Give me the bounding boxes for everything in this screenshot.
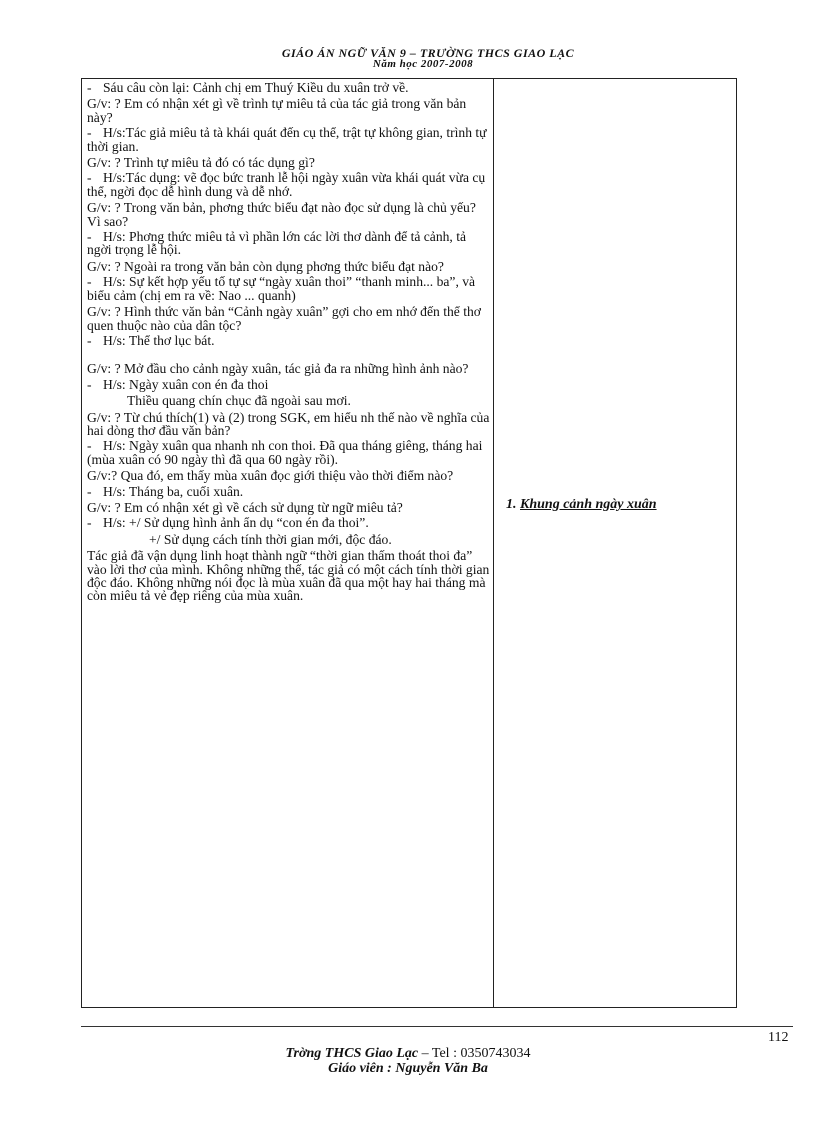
student-answer — [87, 439, 490, 466]
lesson-table — [81, 78, 737, 1008]
paragraph-text: Thiều quang chín chục đã ngoài sau mơi. — [127, 393, 351, 409]
teacher-question — [87, 305, 490, 332]
bullet-marker: - — [87, 483, 92, 499]
paragraph-text: G/v: ? Mở đầu cho cảnh ngày xuân, tác giả đa ra những hình ảnh nào? — [87, 361, 469, 377]
paragraph-text: H/s: Phơng thức miêu tả vì phần lớn các lời thơ dành để tả cảnh, tả ngời trọng lễ hội. — [87, 229, 467, 258]
student-answer — [87, 334, 490, 347]
bullet-marker: - — [87, 229, 92, 245]
bullet-marker: - — [87, 80, 92, 95]
paragraph-text: H/s: Ngày xuân qua nhanh nh con thoi. Đã qua tháng giêng, tháng hai (mùa xuân có 90 ngày thì đã qua 60 ngày rồi). — [87, 438, 483, 467]
paragraph-text: G/v: ? Em có nhận xét gì về trình tự miêu tả của tác giả trong văn bản này? — [87, 96, 467, 125]
bullet-marker: - — [87, 438, 92, 454]
lesson-text — [87, 394, 490, 407]
student-answer — [87, 171, 490, 198]
paragraph-text: H/s:Tác dụng: vẽ đọc bức tranh lễ hội ngày xuân vừa khái quát vừa cụ thể, ngời đọc dễ hình dung và dễ nhớ. — [87, 170, 486, 199]
teacher-question — [87, 469, 490, 482]
paragraph-text: H/s: Tháng ba, cuối xuân. — [103, 483, 244, 499]
footer-divider — [81, 1026, 793, 1027]
student-answer — [87, 230, 490, 257]
section-heading — [506, 497, 657, 513]
student-answer — [87, 485, 490, 498]
student-answer — [87, 275, 490, 302]
lesson-text — [87, 533, 490, 546]
teacher-question — [87, 362, 490, 375]
student-answer — [87, 378, 490, 391]
paragraph-text: G/v:? Qua đó, em thấy mùa xuân đọc giới thiệu vào thời điểm nào? — [87, 468, 454, 484]
header-title: GIÁO ÁN NGỮ VĂN 9 – TRƯỜNG THCS GIAO LẠC — [281, 46, 575, 60]
footer-school: Trờng THCS Giao Lạc — [285, 1046, 419, 1061]
paragraph-text: H/s: Ngày xuân con én đa thoi — [103, 376, 269, 392]
bullet-marker: - — [87, 274, 92, 290]
paragraph-text: G/v: ? Ngoài ra trong văn bản còn dụng phơng thức biểu đạt nào? — [87, 258, 444, 274]
footer-teacher: Giáo viên : Nguyễn Văn Ba — [328, 1061, 488, 1076]
footer-tel: – Tel : 0350743034 — [418, 1046, 531, 1061]
paragraph-text: G/v: ? Từ chú thích(1) và (2) trong SGK, em hiểu nh thế nào về nghĩa của hai dòng thơ đầu văn bản? — [87, 409, 490, 438]
paragraph-text: H/s: Sự kết hợp yếu tố tự sự “ngày xuân thoi” “thanh minh... ba”, và biểu cảm (chị em ra về: Nao ... quanh) — [87, 274, 476, 303]
bullet-marker: - — [87, 332, 92, 348]
paragraph-text: Sáu câu còn lại: Cảnh chị em Thuý Kiều du xuân trở về. — [103, 80, 409, 95]
page-number: 112 — [768, 1030, 789, 1045]
paragraph-text: G/v: ? Hình thức văn bản “Cảnh ngày xuân” gợi cho em nhớ đến thể thơ quen thuộc nào của dân tộc? — [87, 304, 481, 333]
lesson-text — [87, 549, 490, 603]
teacher-question — [87, 201, 490, 228]
page-footer — [0, 1046, 816, 1076]
bullet-marker: - — [87, 515, 92, 531]
student-answer — [87, 126, 490, 153]
student-answer — [87, 81, 490, 94]
bullet-marker: - — [87, 125, 92, 141]
teacher-question — [87, 411, 490, 438]
paragraph-text: G/v: ? Trong văn bản, phơng thức biểu đạt nào đọc sử dụng là chủ yếu? Vì sao? — [87, 200, 476, 229]
lesson-content-column — [494, 79, 736, 1007]
bullet-marker: - — [87, 170, 92, 186]
paragraph-text: G/v: ? Em có nhận xét gì về cách sử dụng từ ngữ miêu tả? — [87, 499, 403, 515]
teacher-question — [87, 156, 490, 169]
paragraph-text: H/s: +/ Sử dụng hình ảnh ẩn dụ “con én đa thoi”. — [103, 515, 369, 531]
paragraph-text: +/ Sử dụng cách tính thời gian mới, độc đáo. — [149, 531, 392, 547]
header-school-year: Năm học 2007-2008 — [372, 58, 474, 70]
teacher-question — [87, 501, 490, 514]
teacher-question — [87, 260, 490, 273]
paragraph-text: G/v: ? Trình tự miêu tả đó có tác dụng gì? — [87, 155, 315, 171]
section-number: 1. — [506, 497, 517, 512]
section-title: Khung cảnh ngày xuân — [520, 497, 657, 512]
teacher-student-activities — [82, 79, 494, 1007]
bullet-marker: - — [87, 376, 92, 392]
paragraph-text: H/s: Thể thơ lục bát. — [103, 332, 215, 348]
paragraph-text: H/s:Tác giả miêu tả tà khái quát đến cụ thể, trật tự không gian, trình tự thời gian. — [87, 125, 487, 154]
paragraph-text: Tác giả đã vận dụng linh hoạt thành ngữ “thời gian thấm thoát thoi đa” vào lời thơ của mình. Không những thế, tác giả có một cách tính thời gian độc đáo. Không những nói đọc là mùa xuân đã qua một hay hai tháng mà còn miêu tả vẻ đẹp riêng của mùa xuân. — [87, 548, 490, 604]
page-header — [0, 48, 816, 70]
teacher-question — [87, 97, 490, 124]
student-answer — [87, 516, 490, 529]
